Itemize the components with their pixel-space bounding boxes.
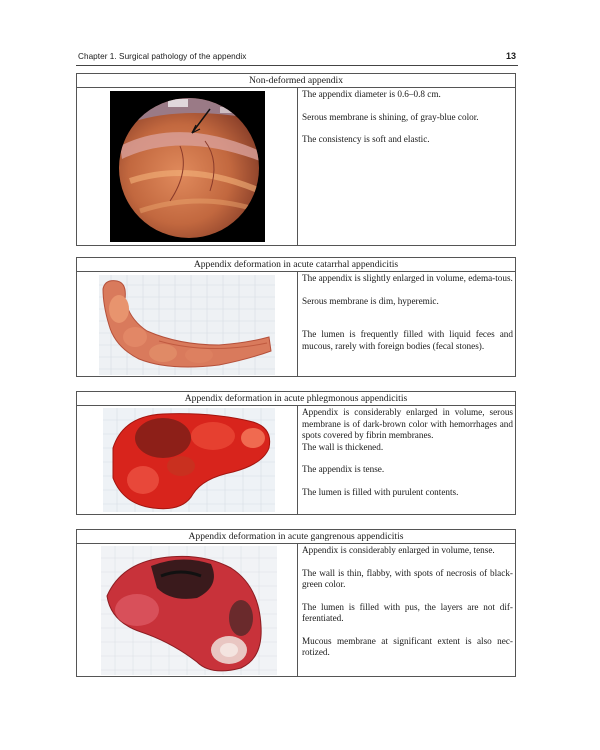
appendix-endoscopic-photo: [110, 91, 265, 242]
description: [302, 89, 513, 157]
column-divider: [297, 406, 298, 515]
running-head: [76, 51, 518, 66]
gangrenous-appendix-photo: [101, 546, 277, 675]
panel-catarrhal: [76, 257, 516, 377]
description-line: The lumen is filled with purulent contents.: [302, 486, 459, 497]
description-line: The lumen is filled with pus, the layers are not dif-ferentiated.: [302, 601, 513, 623]
page-number: 13: [505, 51, 516, 61]
description-line: The wall is thickened.: [302, 441, 384, 452]
description-line: Serous membrane is dim, hyperemic.: [302, 295, 439, 306]
column-divider: [297, 88, 298, 246]
column-divider: [297, 544, 298, 677]
panel-non-deformed: [76, 73, 516, 246]
panel-title: Appendix deformation in acute phlegmonous appendicitis: [77, 392, 515, 406]
chapter-title: Chapter 1. Surgical pathology of the appendix: [78, 52, 247, 61]
description-line: Appendix is considerably enlarged in volume, serous membrane is of dark-brown color with hemorrhages and spots covered by fibrin membranes.: [302, 407, 513, 440]
description: [302, 545, 513, 670]
description-line: The appendix diameter is 0.6–0.8 cm.: [302, 89, 441, 99]
panel-gangrenous: [76, 529, 516, 677]
catarrhal-appendix-photo: [99, 275, 275, 375]
description-line: The lumen is frequently filled with liquid feces and mucous, rarely with foreign bodies (fecal stones).: [302, 329, 513, 351]
description-line: The wall is thin, flabby, with spots of necrosis of black-green color.: [302, 567, 513, 589]
description-line: The appendix is tense.: [302, 464, 385, 474]
description: [302, 407, 513, 509]
panel-title: Non-deformed appendix: [77, 74, 515, 88]
panel-title: Appendix deformation in acute gangrenous appendicitis: [77, 530, 515, 544]
panel-title: Appendix deformation in acute catarrhal appendicitis: [77, 258, 515, 272]
phlegmonous-appendix-photo: [103, 408, 275, 512]
description-line: Appendix is considerably enlarged in volume, tense.: [302, 545, 495, 555]
description-line: Mucous membrane at significant extent is also nec-rotized.: [302, 635, 513, 657]
description-line: The appendix is slightly enlarged in volume, edema-tous.: [302, 273, 513, 283]
description-line: The consistency is soft and elastic.: [302, 134, 430, 144]
column-divider: [297, 272, 298, 377]
panel-phlegmonous: [76, 391, 516, 515]
description-line: Serous membrane is shining, of gray-blue color.: [302, 111, 479, 122]
description: [302, 273, 513, 363]
